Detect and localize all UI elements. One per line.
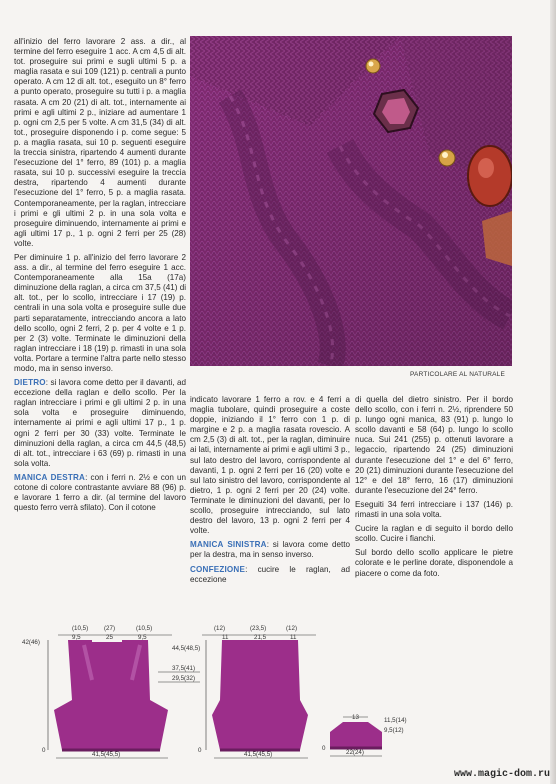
knit-detail-photo [190, 36, 512, 366]
photo-caption: PARTICOLARE AL NATURALE [410, 371, 506, 378]
heading-manica-destra: MANICA DESTRA [14, 472, 86, 482]
paragraph-scollo: di quella del dietro sinistro. Per il bordo dello scollo, con i ferri n. 2½, riprendere 50 p. lungo ogni manica, 83 (91) p. lungo lo scollo davanti e 58 (64) p. lungo lo scollo nuca. Sui 241 (255) p. ottenuti lavorare a legaccio, ripartendo 24 (25) diminuzioni durante l'esecuzione del 1° e del 6° ferro, 20 (21) diminuzioni durante l'esecuzione del 12° e del 18° ferro, 16 (17) diminuzioni durante l'esecuzione del 24° ferro. [355, 395, 513, 495]
back-height-label: 44,5(48,5) [172, 645, 201, 652]
back-schematic [172, 625, 316, 758]
paragraph-manica-sinistra [190, 540, 350, 560]
front-top-dim-4: 9,5 [72, 634, 81, 641]
heading-dietro: DIETRO [14, 378, 46, 388]
front-height-label: 42(46) [22, 639, 40, 646]
paragraph-dietro [14, 378, 186, 469]
sleeve-width: 22(24) [346, 749, 364, 756]
paragraph-cucire: Cucire la raglan e di seguito il bordo dello scollo. Cucire i fianchi. [355, 524, 513, 544]
dietro-text: : si lavora come detto per il davanti, ad eccezione della raglan e dello scollo. Per la raglan intrecciare i primi e gli ultimi 2 p. in una sola volta e proseguire diminuendo, internamente ai primi e agli ultimi 17 p., 1 p. ogni 2 ferri per 30 (33) volte. Terminate le diminuzioni della raglan, a circa cm 44,5 (48,5) di alt. tot., intrecciare i 63 (69) p. rimasti in una sola volta. [14, 378, 186, 468]
back-top-dim-6: 11 [290, 634, 297, 641]
paragraph-manica-destra [14, 473, 186, 513]
front-top-dim-5: 25 [106, 634, 113, 641]
front-top-dim-2: (27) [104, 625, 116, 632]
back-top-dim-4: 11 [222, 634, 229, 641]
paragraph-confezione [190, 565, 350, 585]
paragraph-front-continued: all'inizio del ferro lavorare 2 ass. a dir., al termine del ferro eseguire 1 acc. A cm 4,5 di alt. tot. proseguire sui primi e sugli ultimi 5 p. a maglia rasata e sui 109 (121) p. centrali a punto operato. A cm 12 di alt. tot., eseguito un 8° ferro a punto operato, proseguire su tutti i p. a maglia rasata. A cm 20 (21) di alt. tot., internamente ai primi e agli ultimi 2 p., iniziare ad aumentare 1 p. ogni cm 2,5 per 5 volte. A cm 31,5 (34) di alt. tot., proseguire disponendo i p. come segue: 5 p. a maglia rasata, sui 10 p. seguenti eseguire la treccia sinistra, ripartendo 4 aumenti durante l'esecuzione del 1° ferro, 89 (101) p. a maglia rasata, sui 10 p. successivi eseguire la treccia destra, ripartendo 4 aumenti durante l'esecuzione del 1° ferro, 5 p. a maglia rasata. Contemporaneamente, per la raglan, intrecciare i primi e gli ultimi 2 p. in una sola volta e proseguire diminuendo, internamente ai primi e agli ultimi 17 p., 1 p. ogni 2 ferri per 25 (28) volte. [14, 37, 186, 248]
page-edge [550, 0, 556, 784]
back-zero: 0 [198, 747, 202, 754]
front-height-1: 37,5(41) [172, 665, 196, 672]
heading-manica-sinistra: MANICA SINISTRA [190, 540, 267, 550]
manica-sinistra-text: : si lavora come detto per la destra, ma in senso inverso. [190, 540, 350, 560]
instructions-column-3 [355, 395, 513, 583]
sleeve-zero: 0 [322, 745, 326, 752]
back-top-dim-5: 21,5 [254, 634, 267, 641]
back-width: 41,5(45,5) [244, 751, 273, 758]
back-top-dim-2: (23,5) [250, 625, 267, 632]
paragraph-manica-continued: indicato lavorare 1 ferro a rov. e 4 ferri a maglia tubolare, quindi proseguire a coste doppie, iniziando il 1° ferro con 1 p. di margine e 2 p. a maglia rasata rovescio. A cm 2,5 (3) di alt. tot., per la raglan, diminuire ai lati, internamente ai primi e agli ultimi 3 p., sul lato destro del lavoro, corrispondente al davanti, 1 p. ogni 2 ferri per 16 (20) volte e sul lato sinistro del lavoro, corrispondente al dietro, 1 p. ogni 2 ferri per 20 (24) volte. Terminate le diminuzioni del davanti, per lo scollo, proseguire intrecciando, sul lato destro del lavoro, 13 p. ogni 2 ferri per 4 volte. [190, 395, 350, 536]
confezione-text: : cucire le raglan, ad eccezione [190, 564, 350, 584]
paragraph-intrecciare: Eseguiti 34 ferri intrecciare i 137 (146) p. rimasti in una sola volta. [355, 499, 513, 520]
instructions-column-2 [190, 395, 350, 589]
paragraph-decrease: Per diminuire 1 p. all'inizio del ferro lavorare 2 ass. a dir., al termine del ferro eseguire 1 acc. Contemporaneamente alla 15a (17a) diminuzione della raglan, a circa cm 37,5 (41) di alt. tot., per lo scollo, intrecciare i 17 (19) p. centrali in una sola volta e proseguire sulle due parti separatamente, intrecciando ancora a lato dello scollo, ogni 2 ferri, 2 p. per 4 volte e 1 p. per 2 (3) volte. Terminate le diminuzioni della raglan intrecciare i 18 (19) p. rimasti in una sola volta. Portare a termine l'altra parte nello stesso modo, ma in senso inverso. [14, 252, 186, 373]
paragraph-applicare: Sul bordo dello scollo applicare le pietre colorate e le perline dorate, disponendole a piacere o come da foto. [355, 548, 513, 578]
sleeve-height-1: 11,5(14) [384, 717, 407, 724]
sleeve-top: 13 [352, 714, 359, 721]
back-top-dim-1: (12) [214, 625, 226, 632]
front-zero: 0 [42, 747, 46, 754]
front-height-2: 29,5(32) [172, 675, 196, 682]
sleeve-height-2: 9,5(12) [384, 727, 404, 734]
manica-destra-text: : con i ferri n. 2½ e con un cotone di colore contrastante avviare 88 (96) p. e lavorare 1 ferro a dir. (al termine del lavoro questo ferro verrà sfilato). Con il cotone [14, 472, 186, 513]
front-top-dim-6: 9,5 [138, 634, 147, 641]
heading-confezione: CONFEZIONE [190, 564, 246, 574]
garment-schematics [0, 620, 556, 770]
front-top-dim-3: (10,5) [136, 625, 153, 632]
sleeve-schematic [322, 714, 407, 756]
website-watermark: www.magic-dom.ru [453, 769, 550, 780]
instructions-column-1 [14, 37, 186, 517]
front-width: 41,5(45,5) [92, 751, 121, 758]
front-top-dim-1: (10,5) [72, 625, 89, 632]
back-top-dim-3: (12) [286, 625, 298, 632]
